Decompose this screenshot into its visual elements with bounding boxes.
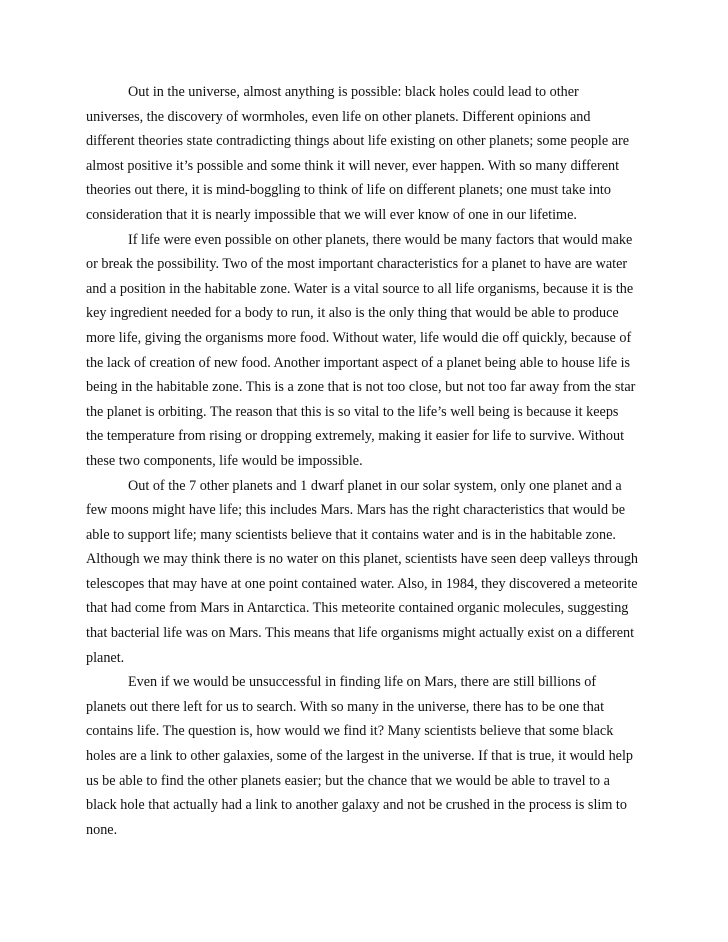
paragraph-1-line: theories out there, it is mind-boggling to think of life on different planets; one must take into <box>86 182 611 199</box>
paragraph-3-line: able to support life; many scientists believe that it contains water and is in the habitable zone. <box>86 526 616 543</box>
paragraph-3-line: Out of the 7 other planets and 1 dwarf planet in our solar system, only one planet and a <box>128 477 622 494</box>
paragraph-4-line: contains life. The question is, how would we find it? Many scientists believe that some black <box>86 723 614 740</box>
paragraph-3-line: telescopes that may have at one point contained water. Also, in 1984, they discovered a meteorite <box>86 575 638 592</box>
paragraph-4-line: holes are a link to other galaxies, some of the largest in the universe. If that is true, it would help <box>86 748 633 765</box>
paragraph-4-line: planets out there left for us to search. With so many in the universe, there has to be one that <box>86 698 605 715</box>
paragraph-3-line: Although we may think there is no water on this planet, scientists have seen deep valleys through <box>86 551 639 568</box>
paragraph-4-line: us be able to find the other planets easier; but the chance that we would be able to travel to a <box>86 772 610 789</box>
paragraph-3-line: planet. <box>86 649 125 666</box>
paragraph-4-line: Even if we would be unsuccessful in finding life on Mars, there are still billions of <box>128 674 597 691</box>
paragraph-2-line: and a position in the habitable zone. Water is a vital source to all life organisms, because it is the <box>86 280 634 297</box>
paragraph-2-line: If life were even possible on other planets, there would be many factors that would make <box>128 231 633 248</box>
paragraph-2-line: being in the habitable zone. This is a zone that is not too close, but not too far away from the star <box>86 379 636 396</box>
paragraph-1-line: Out in the universe, almost anything is possible: black holes could lead to other <box>128 84 579 100</box>
paragraph-2-line: the planet is orbiting. The reason that this is so vital to the life’s well being is because it keeps <box>86 403 619 420</box>
paragraph-1-line: universes, the discovery of wormholes, even life on other planets. Different opinions and <box>86 108 591 125</box>
paragraph-1-line: almost positive it’s possible and some think it will never, ever happen. With so many different <box>86 157 620 174</box>
paragraph-3-line: that bacterial life was on Mars. This means that life organisms might actually exist on a different <box>86 625 635 642</box>
paragraph-2-line: or break the possibility. Two of the most important characteristics for a planet to have are water <box>86 256 628 273</box>
paragraph-1-line: different theories state contradicting things about life existing on other planets; some people are <box>86 133 630 150</box>
paragraph-2-line: the lack of creation of new food. Another important aspect of a planet being able to house life is <box>86 354 631 371</box>
essay-body <box>86 80 646 842</box>
paragraph-2-line: the temperature from rising or dropping extremely, making it easier for life to survive. Without <box>86 428 625 445</box>
paragraph-4-line: black hole that actually had a link to another galaxy and not be crushed in the process is slim to <box>86 797 627 814</box>
paragraph-4-line: none. <box>86 821 118 838</box>
paragraph-1-line: consideration that it is nearly impossible that we will ever know of one in our lifetime. <box>86 206 577 223</box>
paragraph-2-line: more life, giving the organisms more food. Without water, life would die off quickly, because of <box>86 329 632 346</box>
paragraph-2-line: key ingredient needed for a body to run, it also is the only thing that would be able to produce <box>86 305 619 322</box>
paragraph-3-line: that had come from Mars in Antarctica. This meteorite contained organic molecules, suggesting <box>86 600 629 617</box>
paragraph-2-line: these two components, life would be impossible. <box>86 452 363 469</box>
paragraph-3-line: few moons might have life; this includes Mars. Mars has the right characteristics that would be <box>86 502 625 519</box>
